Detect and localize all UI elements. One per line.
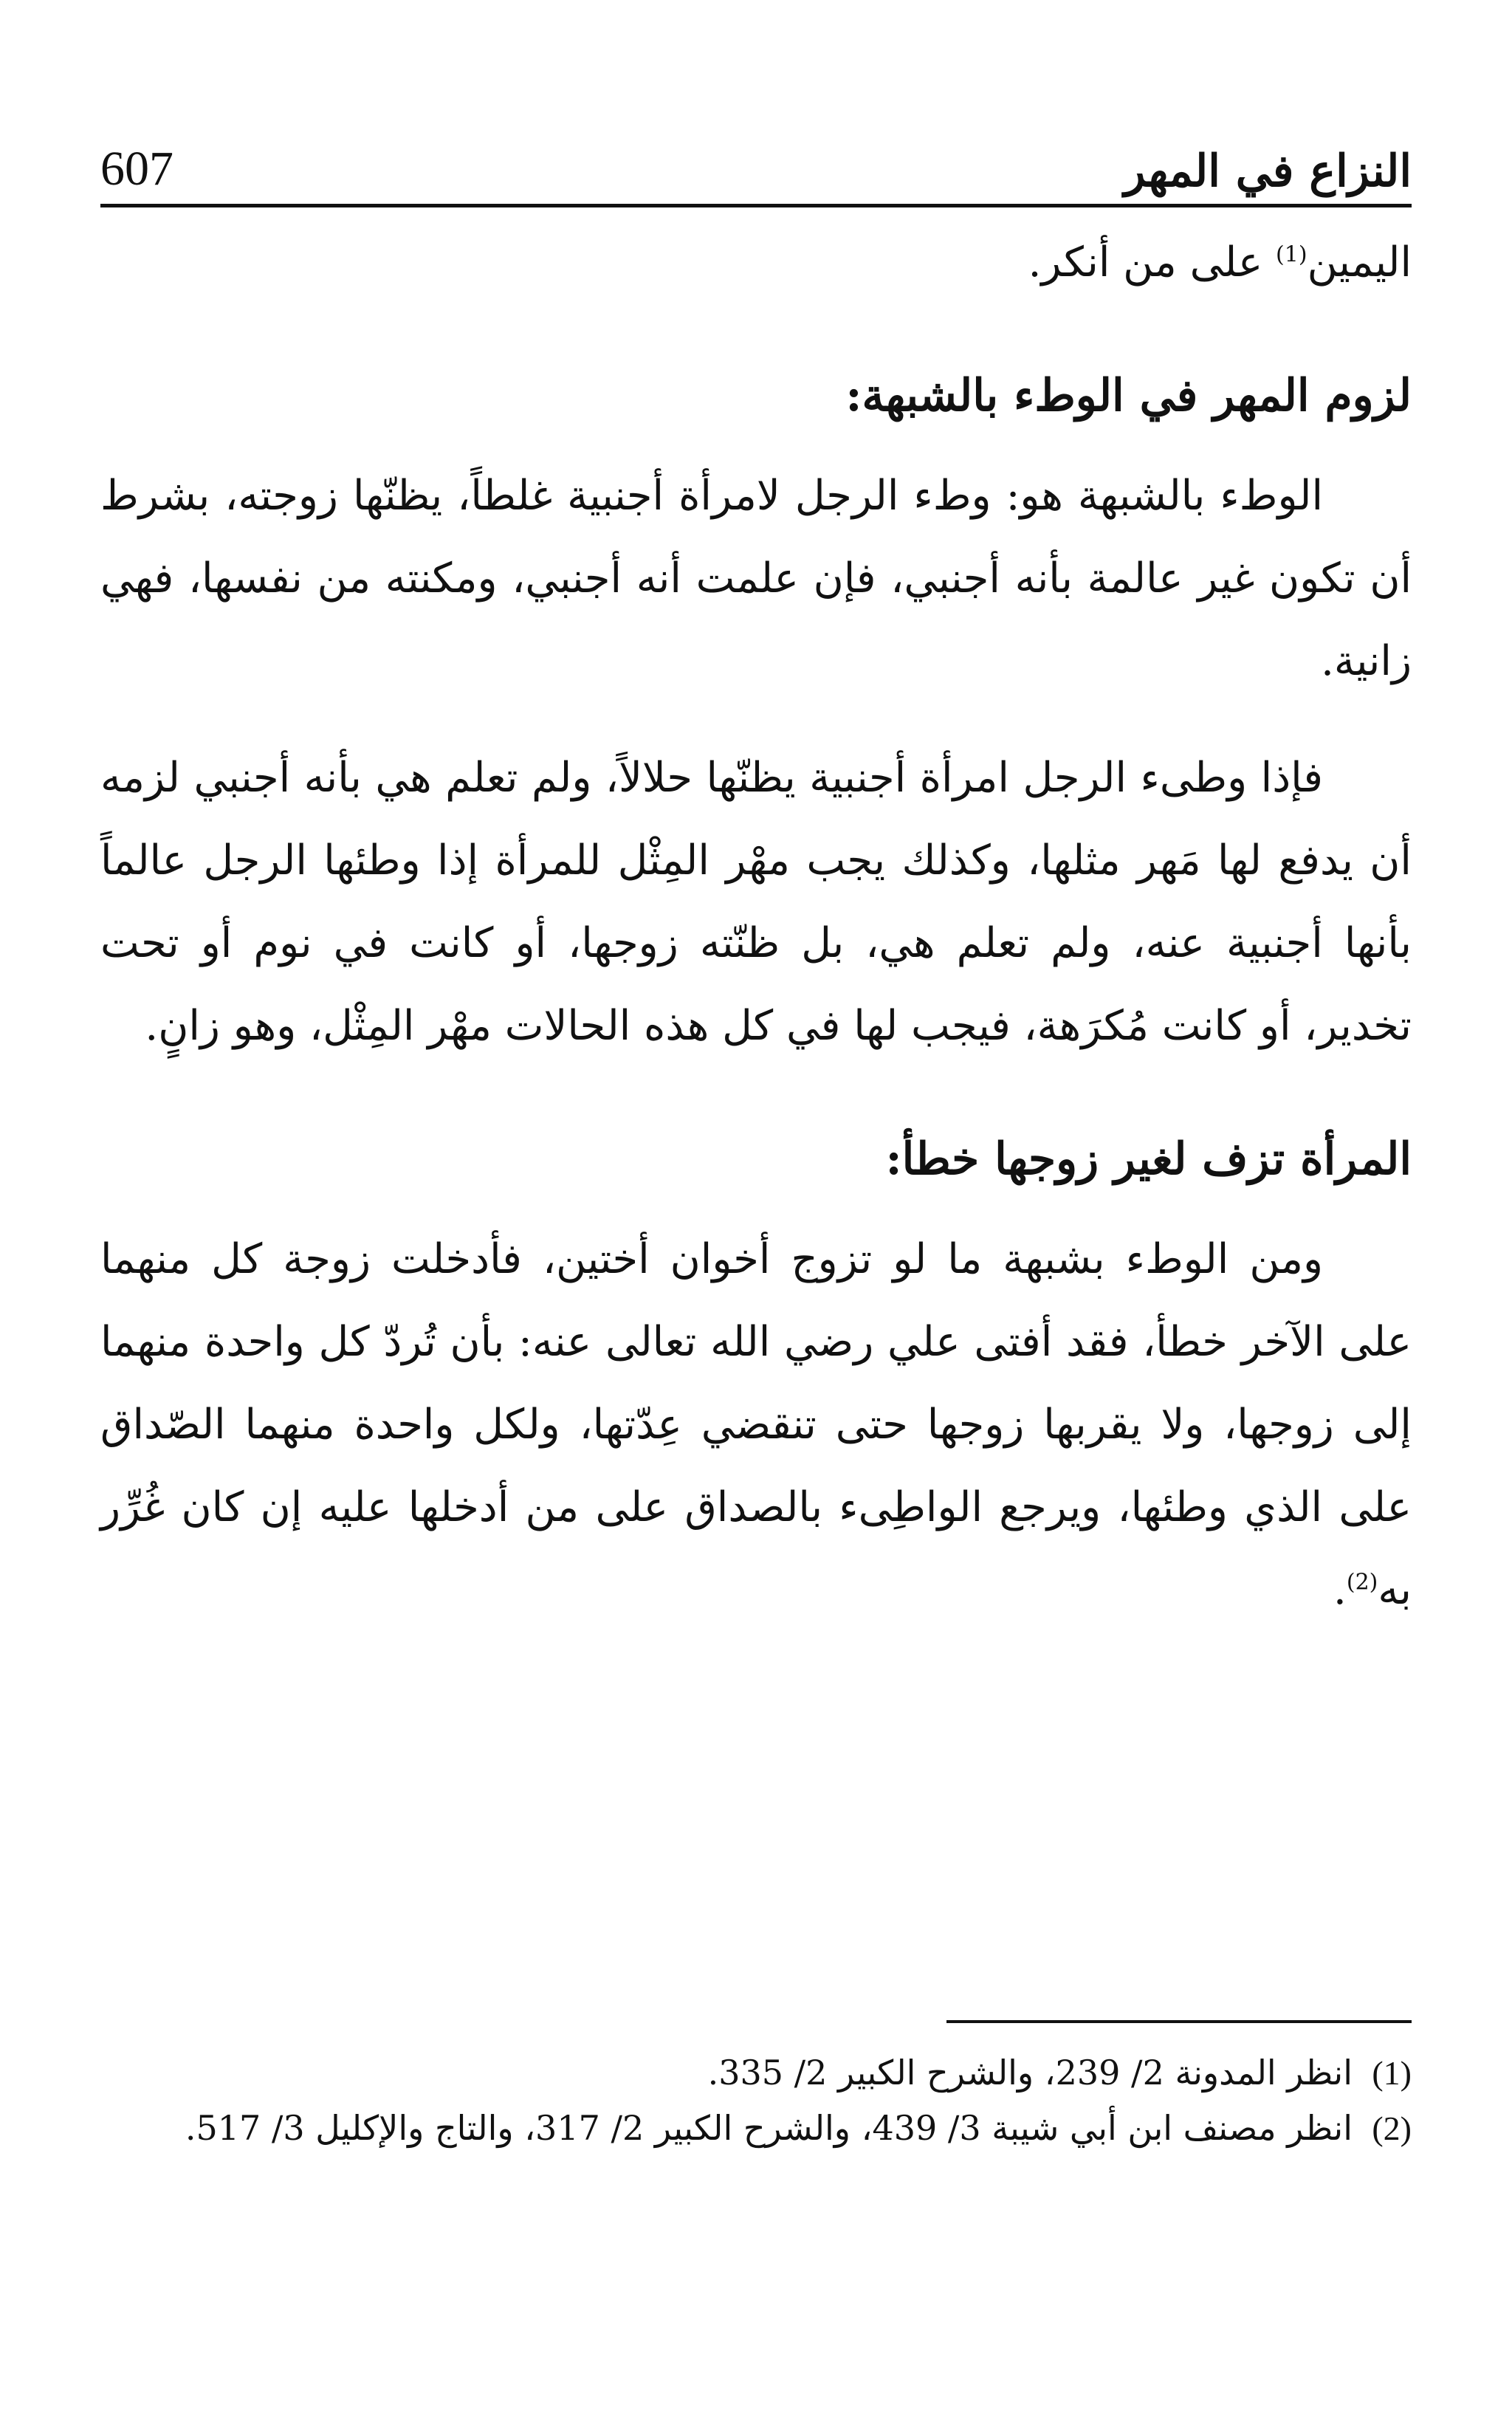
continued-paragraph bbox=[100, 222, 1412, 304]
running-title: النزاع في المهر bbox=[1124, 145, 1412, 197]
page-number: 607 bbox=[100, 142, 173, 196]
footnote-text: انظر المدونة 2/ 239، والشرح الكبير 2/ 335. bbox=[707, 2053, 1353, 2093]
section-heading-1: لزوم المهر في الوطء بالشبهة: bbox=[845, 370, 1412, 422]
paragraph-mahr-mithl: فإذا وطىء الرجل امرأة أجنبية يظنّها حلالاً، ولم تعلم هي بأنه أجنبي لزمه أن يدفع لها مَهر مثلها، وكذلك يجب مهْر المِثْل للمرأة إذا وطئها الرجل عالماً بأنها أجنبية عنه، ولم تعلم هي، بل ظنّته زوجها، أو كانت في نوم أو تحت تخدير، أو كانت مُكرَهة، فيجب لها في كل هذه الحالات مهْر المِثْل، وهو زانٍ. bbox=[100, 754, 1412, 1050]
paragraph-text: ومن الوطء بشبهة ما لو تزوج أخوان أختين، فأدخلت زوجة كل منهما على الآخر خطأ، فقد أفتى علي رضي الله تعالى عنه: بأن تُردّ كل واحدة منهما إلى زوجها، ولا يقربها زوجها حتى تنقضي عِدّتها، ولكل واحدة منهما الصّداق على الذي وطئها، ويرجع الواطِىء بالصداق على من أدخلها عليه إن كان غُرِّر به bbox=[100, 1235, 1412, 1614]
paragraph-text: على من أنكر. bbox=[1028, 238, 1276, 286]
footnote-divider bbox=[946, 2020, 1412, 2023]
footnote-ref-2: (2) bbox=[1346, 1569, 1378, 1596]
footnote-list bbox=[100, 2045, 1412, 2156]
footnote-ref-1: (1) bbox=[1276, 241, 1307, 268]
paragraph-text: اليمين bbox=[1307, 238, 1412, 286]
page-header bbox=[100, 118, 1412, 207]
paragraph-brothers-sisters bbox=[100, 1218, 1412, 1632]
paragraph-text: . bbox=[1333, 1566, 1347, 1614]
footnote-marker: (2) bbox=[1372, 2109, 1412, 2147]
footnote-marker: (1) bbox=[1372, 2054, 1412, 2092]
footnote-text: انظر مصنف ابن أبي شيبة 3/ 439، والشرح الكبير 2/ 317، والتاج والإكليل 3/ 517. bbox=[185, 2108, 1353, 2148]
main-text bbox=[100, 222, 1412, 1632]
footnote-1 bbox=[100, 2045, 1412, 2101]
section-heading-2: المرأة تزف لغير زوجها خطأ: bbox=[885, 1133, 1412, 1185]
footnote-2 bbox=[100, 2101, 1412, 2156]
paragraph-definition: الوطء بالشبهة هو: وطء الرجل لامرأة أجنبية غلطاً، يظنّها زوجته، بشرط أن تكون غير عالمة بأنه أجنبي، فإن علمت أنه أجنبي، ومكنته من نفسها، فهي زانية. bbox=[100, 472, 1412, 685]
